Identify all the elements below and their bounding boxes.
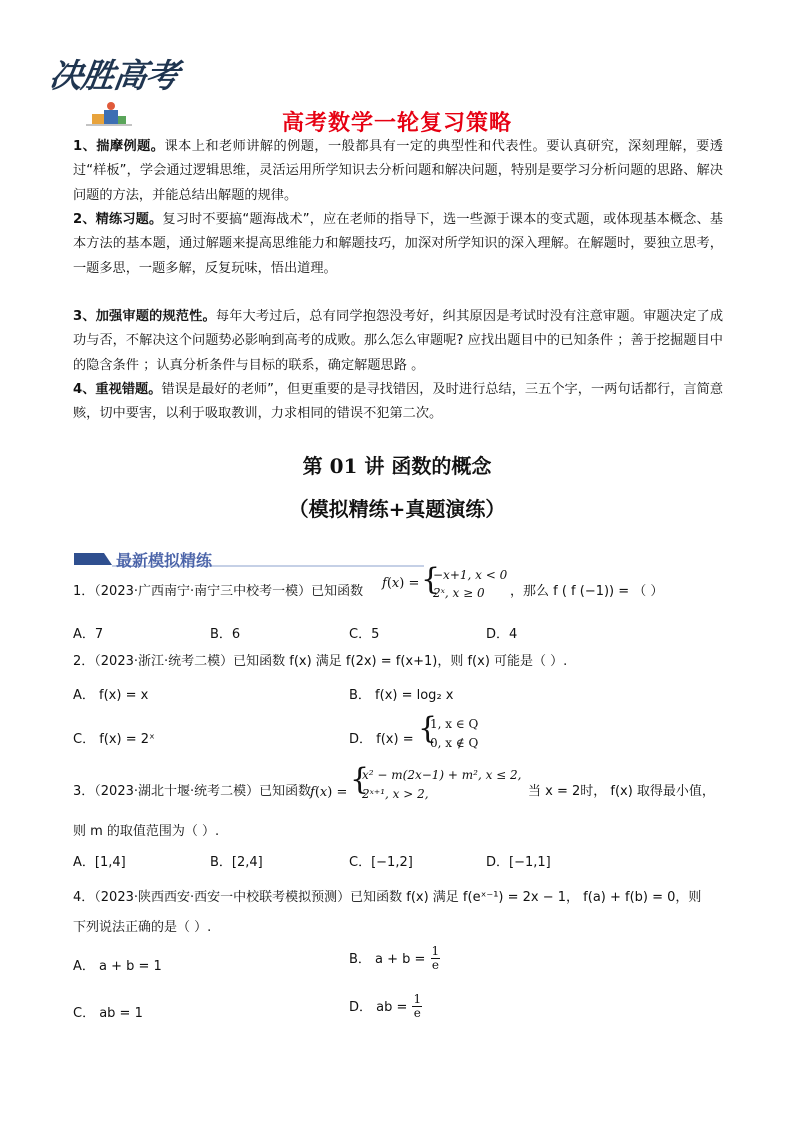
strategy-1: 1、揣摩例题。课本上和老师讲解的例题，一般都具有一定的典型性和代表性。要认真研究，深刻理解，要透过“样板”，学会通过逻辑思维，灵活运用所学知识去分析问题和解决问题，特别是要学习分析问题的思路、解决问题的方法，并能总结出解题的规律。 [73,139,723,203]
q3-stem: 3．（2023·湖北十堰·统考二模）已知函数 [73,784,312,799]
q1-question: ，那么 f ( f (−1)) = （ ） [510,584,664,599]
q1-function-label: f(x) = [382,576,420,591]
q2-d-piece-2: 0, x ∉ Q [430,736,479,750]
q3-function-label: f(x) = [310,785,348,800]
page-title: 高考数学一轮复习策略 [281,111,512,136]
q4-stem: 4．（2023·陕西西安·西安一中校联考模拟预测）已知函数 f(x) 满足 f(eˣ⁻¹) = 2x − 1， f(a) + f(b) = 0，则 [73,890,702,905]
q3-option-a: A．[1,4] [73,855,126,870]
q2-option-c: C． f(x) = 2ˣ [73,732,155,747]
q4-option-a: A． a + b = 1 [73,959,162,974]
q1-option-a: A．7 [73,627,104,642]
q3-option-b: B．[2,4] [210,855,263,870]
section-label: 最新模拟精练 [116,551,213,570]
lecture-subtitle: （模拟精练+真题演练） [288,497,506,521]
q2-d-brace: { [418,711,438,746]
q1-option-d: D．4 [486,627,518,642]
q1-option-c: C．5 [349,627,380,642]
strategy-3: 3、加强审题的规范性。每年大考过后，总有同学抱怨没考好，纠其原因是考试时没有注意审题。审题决定了成功与否，不解决这个问题势必影响到高考的成败。那么怎么审题呢? 应找出题目中的已知条件 ；善于挖掘题目中的隐含条件 ；认真分析条件与目标的联系，确定解题思路 。 [73,309,724,373]
q2-option-d-label: D． f(x) = [349,732,414,747]
q4-option-b: B． a + b = $\frac{1}{e}$ [349,944,440,972]
q2-option-b: B． f(x) = log₂ x [349,688,454,703]
q3-piece-1: x² − m(2x−1) + m², x ≤ 2, [362,768,522,782]
q4-option-d-fraction: $\frac{1}{e}$ [413,992,422,1020]
q2-stem: 2．（2023·浙江·统考二模）已知函数 f(x) 满足 f(2x) = f(x+1)，则 f(x) 可能是（ ）. [73,654,568,669]
q1-piece-1: −x+1, x < 0 [433,568,508,582]
strategy-2: 2、精练习题。复习时不要搞“题海战术”，应在老师的指导下，选一些源于课本的变式题，或体现基本概念、基本方法的基本题，通过解题来提高思维能力和解题技巧，加深对所学知识的深入理解。在解题时，要独立思考，一题多思，一题多解，反复玩味，悟出道理。 [73,212,723,276]
q3-option-c: C．[−1,2] [349,855,413,870]
q1-piece-2: 2ˣ, x ≥ 0 [433,586,485,600]
q4-line-2: 下列说法正确的是（ ）. [73,920,212,935]
q3-brace: { [350,762,370,797]
q3-tail: 当 x = 2时， f(x) 取得最小值， [528,784,715,799]
q3-option-d: D．[−1,1] [486,855,551,870]
q4-option-d: D． ab = $\frac{1}{e}$ [349,992,422,1020]
q2-d-piece-1: 1, x ∈ Q [430,717,479,731]
logo: 决胜高考 [46,56,181,95]
lecture-title: 第 01 讲 函数的概念 [302,454,492,478]
q4-option-c: C． ab = 1 [73,1006,143,1021]
q4-option-b-fraction: $\frac{1}{e}$ [431,944,440,972]
q1-option-b: B．6 [210,627,241,642]
q2-option-a: A． f(x) = x [73,688,149,703]
q1-stem: 1．（2023·广西南宁·南宁三中校考一模）已知函数 [73,584,364,599]
strategy-4: 4、重视错题。错误是最好的老师”，但更重要的是寻找错因，及时进行总结，三五个字，一两句话都行，言简意赅，切中要害，以利于吸取教训，力求相同的错误不犯第二次。 [73,382,724,422]
q1-brace: { [421,562,441,597]
q3-line-2: 则 m 的取值范围为（ ）. [73,824,220,839]
q3-piece-2: 2ˣ⁺¹, x > 2, [362,787,429,801]
